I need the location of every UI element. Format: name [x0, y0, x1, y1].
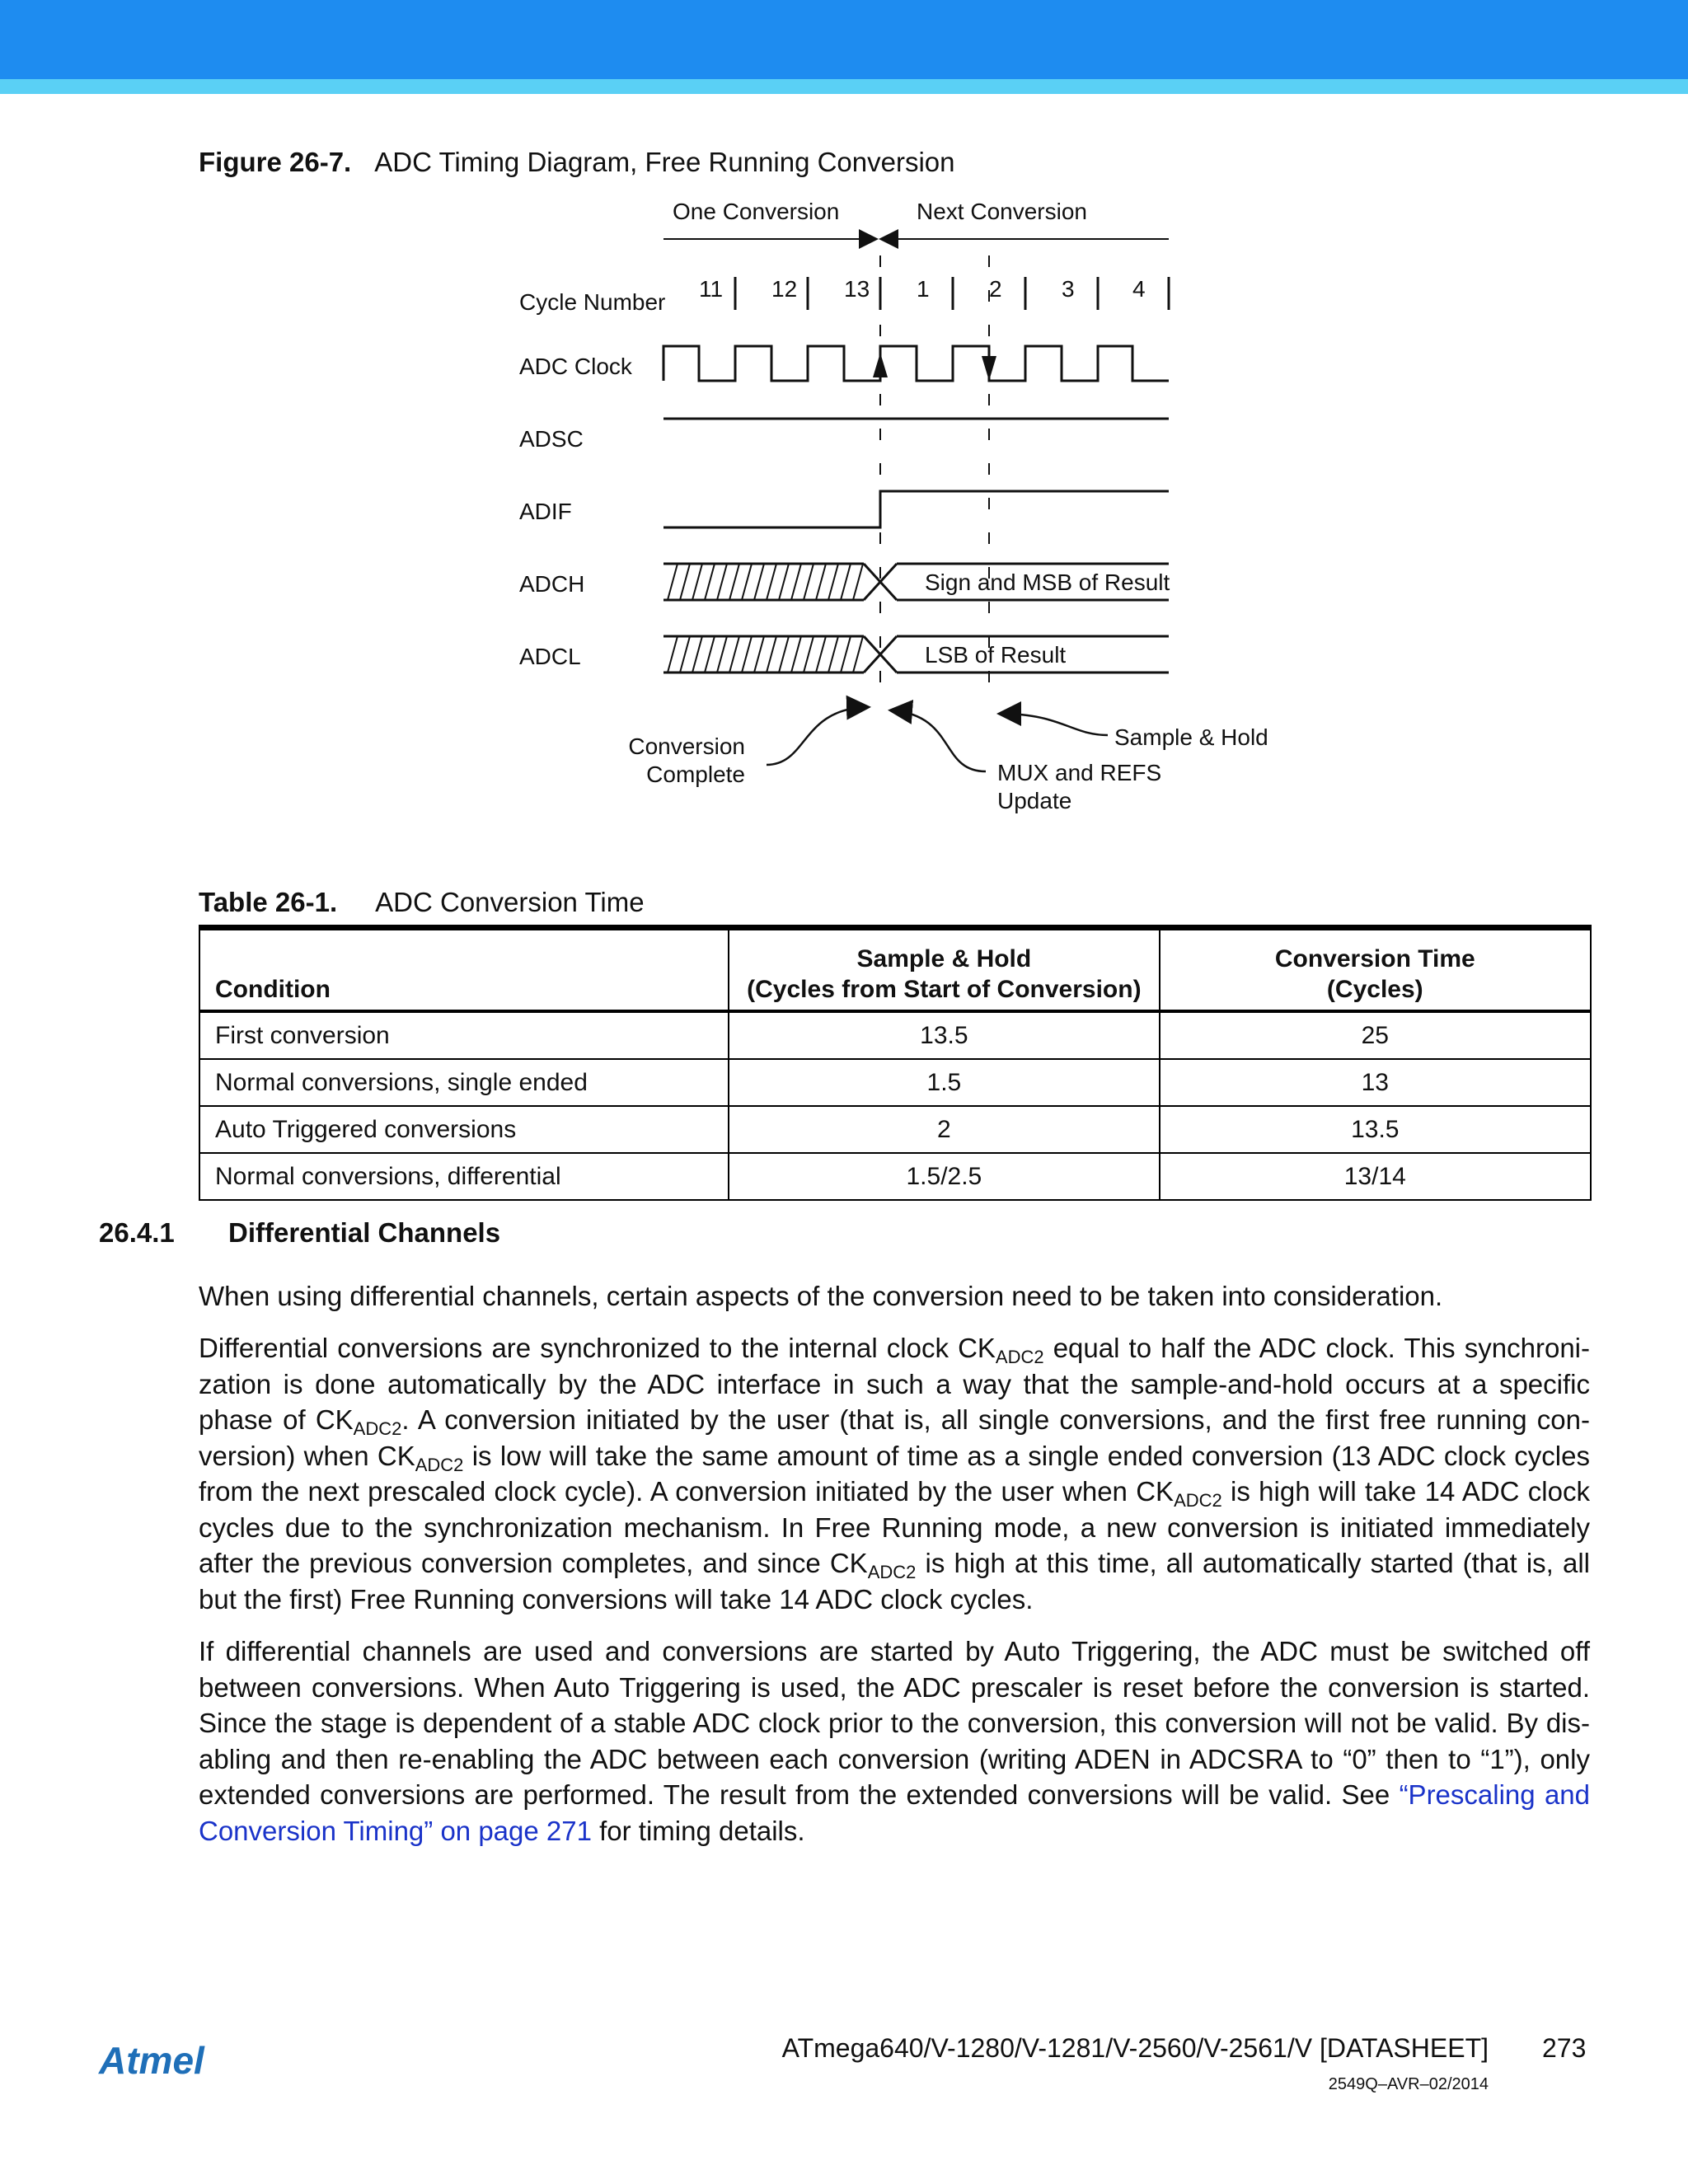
header-sample-hold: Sample & Hold (Cycles from Start of Conversion)	[729, 928, 1159, 1012]
adc-clock-label: ADC Clock	[519, 354, 632, 379]
sample-hold-arrow	[1001, 714, 1108, 735]
ck-adc2-symbol: $CK_{ADC2}$	[958, 1333, 1044, 1367]
conversion-time-cell: 13	[1160, 1059, 1591, 1106]
clock-falling-edge-arrow	[982, 356, 996, 381]
clock-rising-edge-arrow	[873, 353, 888, 377]
adcl-value: LSB of Result	[925, 642, 1067, 668]
adcl-label: ADCL	[519, 644, 581, 669]
top-header-bar	[0, 0, 1688, 79]
table-caption	[199, 887, 645, 918]
conversion-time-cell: 25	[1160, 1011, 1591, 1059]
section-heading	[99, 1217, 500, 1249]
adif-waveform	[663, 491, 1169, 527]
section-number: 26.4.1	[99, 1217, 175, 1248]
conversion-time-cell: 13.5	[1160, 1106, 1591, 1153]
cycle-number: 12	[771, 276, 798, 302]
sample-hold-cell: 2	[729, 1106, 1159, 1153]
condition-cell: Normal conversions, single ended	[199, 1059, 729, 1106]
sample-hold-cell: 1.5/2.5	[729, 1153, 1159, 1200]
figure-title: ADC Timing Diagram, Free Running Conversion	[374, 147, 955, 177]
footer-document-title: ATmega640/V-1280/V-1281/V-2560/V-2561/V [DATASHEET]	[781, 2033, 1489, 2063]
mux-refs-arrow	[892, 710, 986, 771]
document-code: 2549Q–AVR–02/2014	[1328, 2075, 1489, 2093]
body-paragraph: If differential channels are used and conversions are started by Auto Triggering, the ADC must be switched off between conversions. When Auto Triggering is used, the ADC prescaler is reset before the conversion is started. Since the stage is dependent of a stable ADC clock prior to the conversion, this conversion will not be valid. By dis-abling and then re-enabling the ADC between each conversion (writing ADEN in ADCSRA to “0” then to “1”), only extended conversions are performed. The result from the extended conversions will be valid. See “Prescaling and Conversion Timing” on page 271 for timing details.	[199, 1636, 1591, 1846]
body-paragraph: Differential conversions are synchronized to the internal clock $CK_{ADC2}$ equal to half the ADC clock. This synchroni-zation is done automatically by the ADC interface in such a way that the sample-and-hold occurs at a specific phase of $CK_{ADC2}$. A conversion initiated by the user (that is, all single conversions, and the first free running con-version) when $CK_{ADC2}$ is low will take the same amount of time as a single ended conversion (13 ADC clock cycles from the next prescaled clock cycle). A conversion initiated by the user when $CK_{ADC2}$ is high will take 14 ADC clock cycles due to the synchronization mechanism. In Free Running mode, a new conversion is initiated immediately after the previous conversion completes, and since $CK_{ADC2}$ is high at this time, all automatically started (that is, all but the first) Free Running conversions will take 14 ADC clock cycles.	[199, 1333, 1590, 1615]
condition-cell: Auto Triggered conversions	[199, 1106, 729, 1153]
cycle-number-label: Cycle Number	[519, 289, 666, 315]
atmel-logo	[97, 2036, 246, 2088]
cycle-number: 2	[989, 276, 1002, 302]
figure-caption	[199, 147, 955, 178]
section-title: Differential Channels	[228, 1217, 501, 1248]
header-conversion-time: Conversion Time (Cycles)	[1160, 928, 1591, 1012]
top-header-stripe	[0, 79, 1688, 94]
ck-adc2-symbol: $CK_{ADC2}$	[1136, 1476, 1222, 1511]
ck-adc2-symbol: $CK_{ADC2}$	[315, 1404, 402, 1439]
sample-hold-cell: 13.5	[729, 1011, 1159, 1059]
one-conversion-label: One Conversion	[673, 199, 840, 224]
cycle-number: 13	[844, 276, 870, 302]
adch-value: Sign and MSB of Result	[925, 569, 1170, 595]
conversion-complete-label: Conversion	[628, 733, 745, 759]
table-row	[199, 1153, 1591, 1200]
mux-refs-label: Update	[997, 788, 1072, 813]
atmel-logo-text: Atmel	[99, 2039, 204, 2082]
mux-refs-label: MUX and REFS	[997, 760, 1162, 785]
adcl-waveform	[663, 636, 1169, 673]
table-row	[199, 1106, 1591, 1153]
adc-clock-waveform	[663, 346, 1169, 381]
conversion-complete-label: Complete	[646, 762, 745, 787]
adch-label: ADCH	[519, 571, 585, 597]
cycle-number: 11	[699, 276, 724, 302]
conversion-time-cell: 13/14	[1160, 1153, 1591, 1200]
cycle-number: 3	[1062, 276, 1075, 302]
cycle-number: 4	[1132, 276, 1146, 302]
adc-conversion-time-table	[199, 925, 1592, 1201]
figure-number: Figure 26-7.	[199, 147, 352, 177]
cycle-ticks	[735, 277, 1169, 310]
ck-adc2-symbol: $CK_{ADC2}$	[377, 1440, 464, 1475]
next-conversion-label: Next Conversion	[917, 199, 1087, 224]
conversion-complete-arrow	[767, 707, 867, 765]
page-number: 273	[1542, 2033, 1587, 2063]
adsc-label: ADSC	[519, 426, 584, 452]
sample-hold-label: Sample & Hold	[1114, 724, 1268, 750]
body-paragraph: When using differential channels, certain aspects of the conversion need to be taken into consideration.	[199, 1281, 1443, 1311]
ck-adc2-symbol: $CK_{ADC2}$	[829, 1548, 917, 1582]
adc-timing-diagram	[495, 190, 1286, 832]
adif-label: ADIF	[519, 499, 572, 524]
condition-cell: Normal conversions, differential	[199, 1153, 729, 1200]
condition-cell: First conversion	[199, 1011, 729, 1059]
table-header-row	[199, 928, 1591, 1012]
cycle-number: 1	[917, 276, 930, 302]
header-condition: Condition	[199, 928, 729, 1012]
prescaling-timing-link[interactable]: “Prescaling and Conversion Timing” on page 271	[199, 1779, 1591, 1846]
sample-hold-cell: 1.5	[729, 1059, 1159, 1106]
table-title: ADC Conversion Time	[375, 887, 645, 917]
table-number: Table 26-1.	[199, 887, 338, 917]
table-row	[199, 1011, 1591, 1059]
table-row	[199, 1059, 1591, 1106]
